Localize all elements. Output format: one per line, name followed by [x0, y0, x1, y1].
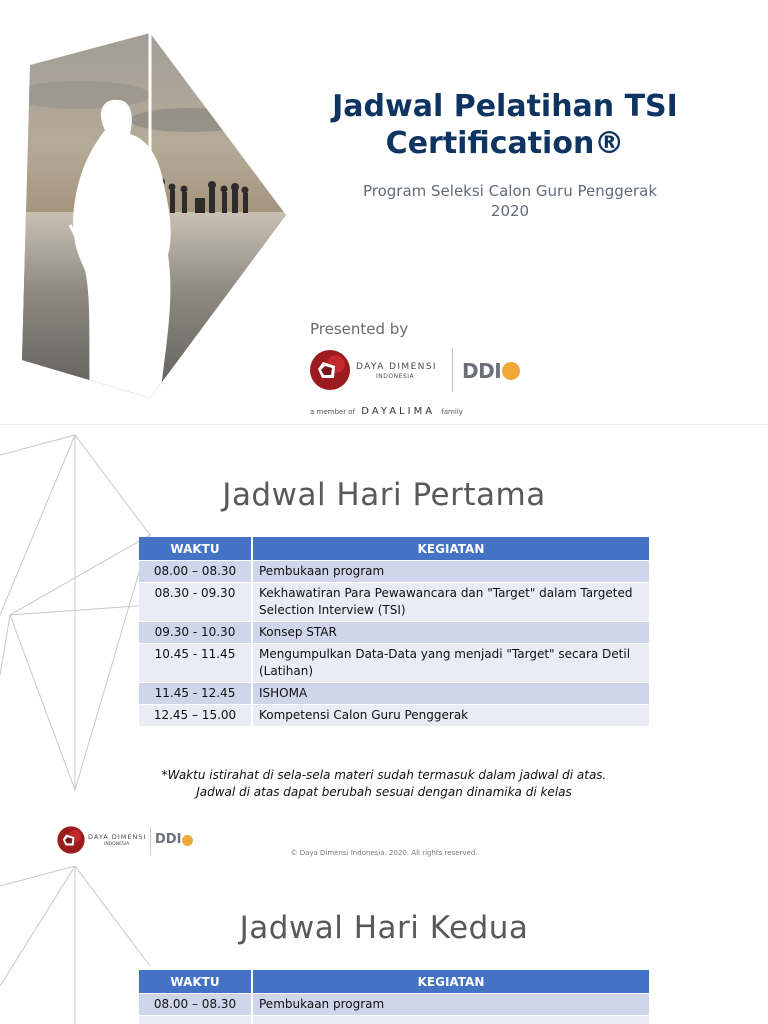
cover-slide [0, 0, 768, 420]
subtitle-line-2: 2020 [490, 202, 530, 220]
title-line-2: Certification® [385, 126, 625, 161]
title-line-1: Jadwal Pelatihan TSI [332, 89, 678, 124]
table-row [139, 1015, 649, 1024]
activity-cell: Kompetensi Calon Guru Penggerak [253, 704, 649, 726]
member-line [310, 406, 463, 417]
activity-cell: Pembukaan program [253, 560, 649, 582]
day-two-schedule-table [139, 970, 649, 1024]
time-cell: 08.00 – 08.30 [139, 560, 253, 582]
member-brand: DAYALIMA [361, 406, 436, 417]
column-header-kegiatan: KEGIATAN [253, 537, 649, 560]
table-row [139, 621, 649, 643]
copyright-text: © Daya Dimensi Indonesia. 2020. All rights reserved. [290, 849, 478, 857]
subtitle-line-1: Program Seleksi Calon Guru Penggerak [362, 182, 658, 200]
day-two-title: Jadwal Hari Kedua [239, 910, 529, 946]
table-header-row [139, 537, 649, 560]
member-prefix: a member of [310, 408, 356, 416]
column-header-kegiatan: KEGIATAN [253, 970, 649, 993]
daya-dimensi-logo-icon [308, 348, 352, 392]
table-row [139, 682, 649, 704]
activity-cell: Konsep STAR [253, 621, 649, 643]
day-one-schedule-table [139, 537, 649, 726]
logo-divider [452, 348, 453, 392]
activity-cell: Pembukaan program [253, 993, 649, 1015]
time-cell: 11.45 - 12.45 [139, 682, 253, 704]
table-row [139, 704, 649, 726]
table-row [139, 560, 649, 582]
note-line-2: Jadwal di atas dapat berubah sesuai dengan dinamika di kelas [196, 785, 572, 799]
footer-logo-subname: INDONESIA [104, 842, 130, 847]
schedule-note [0, 767, 768, 801]
activity-cell: ISHOMA [253, 682, 649, 704]
column-header-waktu: WAKTU [139, 970, 253, 993]
footer-ddi-dot-icon [182, 835, 193, 846]
time-cell: 12.45 – 15.00 [139, 704, 253, 726]
time-cell: 08.00 – 08.30 [139, 993, 253, 1015]
footer-ddi-logo: DDI [155, 832, 182, 847]
logo-name: DAYA DIMENSI [356, 362, 437, 372]
subtitle [340, 181, 680, 221]
activity-cell [253, 1015, 649, 1024]
time-cell: 10.45 - 11.45 [139, 643, 253, 682]
logo-subname: INDONESIA [376, 373, 415, 380]
time-cell [139, 1015, 253, 1024]
table-row [139, 582, 649, 621]
note-line-1: *Waktu istirahat di sela-sela materi sudah termasuk dalam jadwal di atas. [161, 768, 607, 782]
presented-by-label: Presented by [310, 320, 409, 338]
footer-logo-name: DAYA DIMENSI [88, 833, 147, 841]
activity-cell: Mengumpulkan Data-Data yang menjadi "Target" secara Detil (Latihan) [253, 643, 649, 682]
day-two-slide [0, 866, 768, 1024]
ddi-logo: DDI [462, 359, 502, 383]
hero-photo-diamond [0, 0, 300, 410]
column-header-waktu: WAKTU [139, 537, 253, 560]
time-cell: 09.30 - 10.30 [139, 621, 253, 643]
ddi-dot-icon [502, 362, 520, 380]
member-suffix: family [441, 408, 463, 416]
activity-cell: Kekhawatiran Para Pewawancara dan "Target" dalam Targeted Selection Interview (TSI) [253, 582, 649, 621]
table-header-row [139, 970, 649, 993]
table-row [139, 993, 649, 1015]
table-row [139, 643, 649, 682]
page-title [320, 88, 690, 162]
day-one-slide [0, 424, 768, 864]
day-one-title: Jadwal Hari Pertama [222, 477, 546, 513]
time-cell: 08.30 - 09.30 [139, 582, 253, 621]
